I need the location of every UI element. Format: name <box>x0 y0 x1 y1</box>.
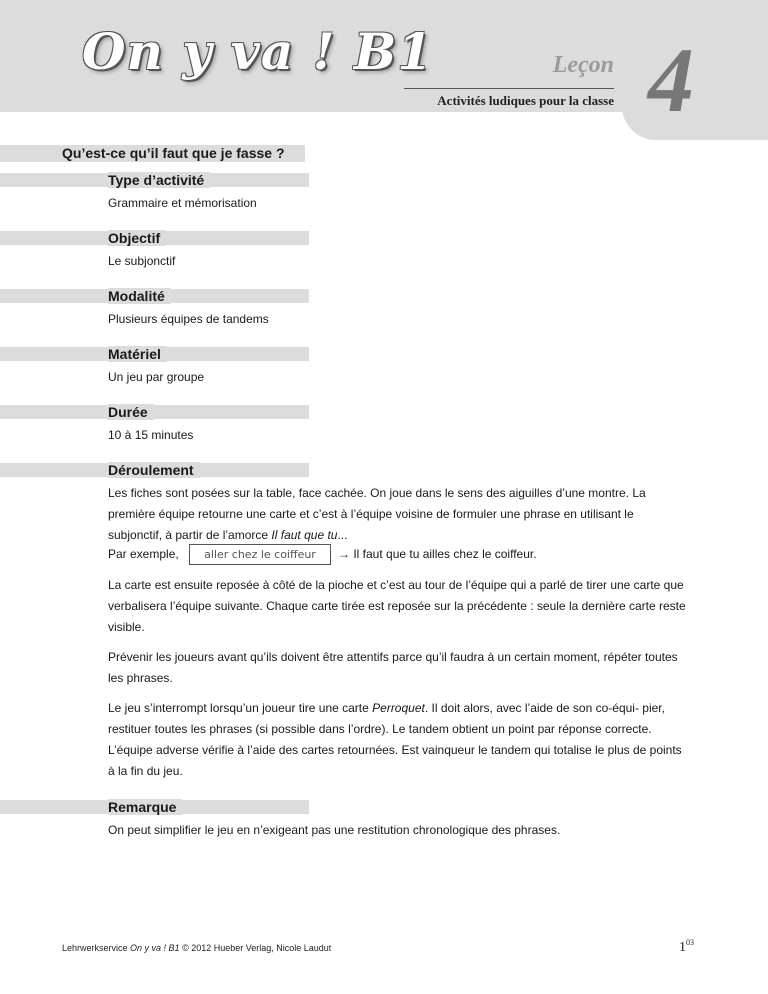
deroulement-p2: La carte est ensuite reposée à côté de la pioche et c’est au tour de l’équipe qui a parlé de tirer une carte que verbalisera l’équipe suivante. Chaque carte tirée est reposée sur la précédente : seule la dernière carte reste visible. <box>108 578 686 634</box>
lesson-label: Leçon <box>552 52 614 78</box>
deroulement-p3: Prévenir les joueurs avant qu’ils doivent être attentifs parce qu’il faudra à un certain moment, répéter toutes les phrases. <box>108 650 678 685</box>
example-result: → Il faut que tu ailles chez le coiffeur. <box>338 547 537 561</box>
deroulement-p4-end: . Il doit alors, avec l’aide de son co-équi- pier, restituer toutes les phrases (si possible dans l’ordre). Le tandem obtient un point par réponse correcte. <box>108 701 665 736</box>
deroulement-p4-start: Le jeu s’interrompt lorsqu’un joueur tire une carte <box>108 701 373 715</box>
section-remarque-text: On peut simplifier le jeu en n’exigeant pas une restitution chronologique des phrases. <box>108 823 561 837</box>
example-label: Par exemple, <box>108 547 179 561</box>
section-objectif-title: Objectif <box>108 230 166 246</box>
section-type-text: Grammaire et mémorisation <box>108 196 257 210</box>
footer-title: On y va ! B1 <box>130 943 180 953</box>
section-deroulement-title: Déroulement <box>108 462 200 478</box>
lesson-number: 4 <box>648 29 694 131</box>
section-type-title: Type d’activité <box>108 172 210 188</box>
section-materiel-heading <box>0 347 309 361</box>
section-materiel-text: Un jeu par groupe <box>108 370 205 384</box>
deroulement-p1-text: Les fiches sont posées sur la table, face cachée. On joue dans le sens des aiguilles d’une montre. La première équipe retourne une carte et c’est à l’équipe voisine de formuler une phrase en utilisant le subjonctif, à partir de l’amorce <box>108 486 646 542</box>
page-title-text: Qu’est-ce qu’il faut que je fasse ? <box>62 145 285 161</box>
section-materiel-title: Matériel <box>108 346 167 362</box>
section-duree-text: 10 à 15 minutes <box>108 428 194 442</box>
section-objectif-heading <box>0 231 309 245</box>
deroulement-p5: L’équipe adverse vérifie à l’aide des cartes retournées. Est vainqueur le tandem qui totalise le plus de points à la fin du jeu. <box>108 743 682 778</box>
deroulement-p4 <box>108 698 688 740</box>
deroulement-p4-emph: Perroquet <box>372 701 425 715</box>
page-number <box>679 940 694 956</box>
deroulement-p1-end: ... <box>337 528 348 542</box>
page-number-sup: 03 <box>686 938 694 947</box>
section-deroulement-heading <box>0 463 309 477</box>
section-type-heading <box>0 173 309 187</box>
footer-credit <box>62 943 331 953</box>
section-remarque-heading <box>0 800 309 814</box>
section-deroulement-rest <box>108 575 688 782</box>
page-number-main: 1 <box>679 940 686 955</box>
header-subtitle: Activités ludiques pour la classe <box>437 93 614 108</box>
section-duree-title: Durée <box>108 404 154 420</box>
section-deroulement-p1 <box>108 483 688 546</box>
section-remarque-title: Remarque <box>108 799 182 815</box>
section-modalite-title: Modalité <box>108 288 171 304</box>
example-card: aller chez le coiffeur <box>189 544 331 565</box>
section-objectif-text: Le subjonctif <box>108 254 176 268</box>
section-modalite-text: Plusieurs équipes de tandems <box>108 312 269 326</box>
footer-prefix: Lehrwerkservice <box>62 943 131 953</box>
page-title <box>0 145 305 162</box>
section-modalite-heading <box>0 289 309 303</box>
footer-suffix: © 2012 Hueber Verlag, Nicole Laudut <box>179 943 332 953</box>
brand-logo: On y va ! B1 <box>82 22 434 81</box>
header-rule <box>404 88 614 89</box>
header-tab <box>622 0 768 140</box>
section-duree-heading <box>0 405 309 419</box>
deroulement-p1-emph: Il faut que tu <box>271 528 338 542</box>
